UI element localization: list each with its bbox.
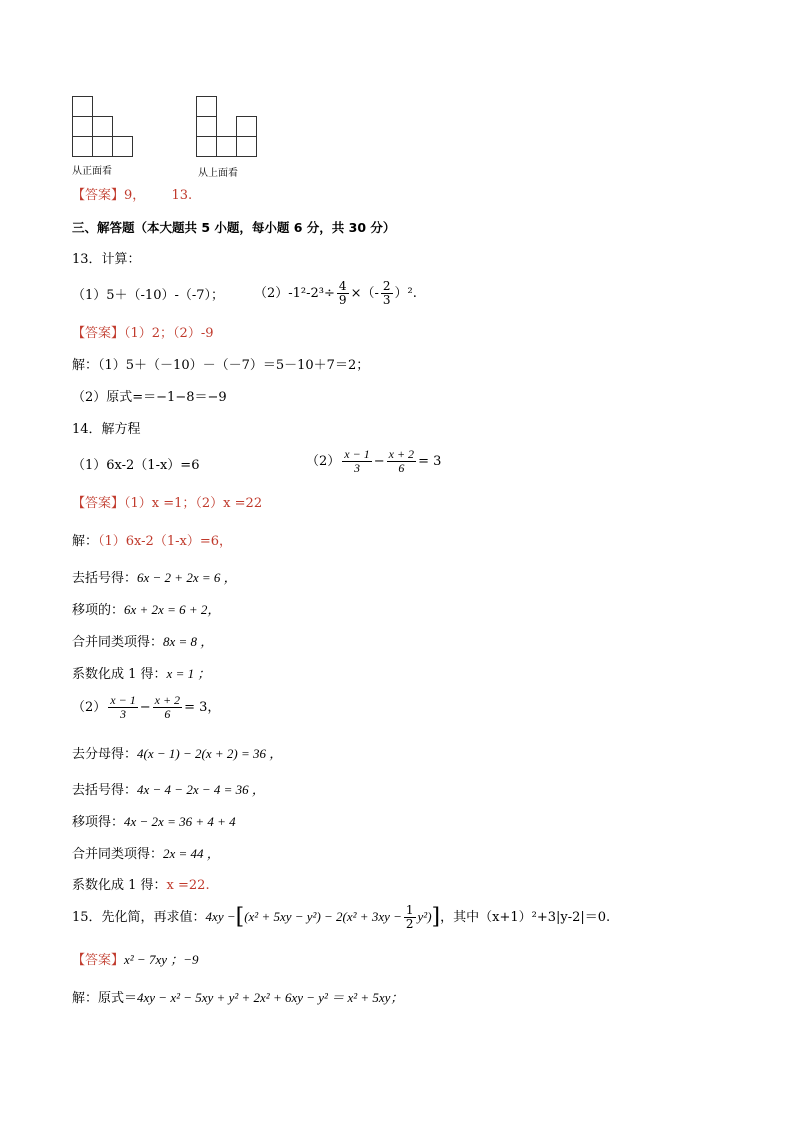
q13-solution-1	[72, 358, 369, 374]
q13-part1: （1）5＋（-10）-（-7）；	[72, 288, 225, 303]
q14-step: 去分母得：4(x − 1) − 2(x + 2) = 36 ，	[72, 746, 283, 762]
solution-label: 解：原式＝	[72, 991, 138, 1006]
q14-step: 系数化成 1 得：x =22.	[72, 878, 210, 893]
q15-expr-b: (x² + 5xy − y²) − 2(x² + 3xy −	[244, 909, 402, 924]
fraction-x-minus-1-over-3: $\frac{x - 1}{3}$	[344, 447, 370, 475]
solution-line: （1）5＋（－10）－（－7）＝5－10＋7＝2；	[98, 358, 370, 373]
q15-expr-a: 4xy −	[205, 909, 236, 924]
q14-sol2-prefix: （2）	[72, 700, 107, 715]
q14-step: 合并同类项得：2x = 44 ，	[72, 846, 220, 862]
left-bracket: [	[235, 904, 245, 930]
q14-title: 14．解方程	[72, 422, 141, 437]
q14-step: 去括号得：6x − 2 + 2x = 6 ，	[72, 570, 237, 586]
solution-label: 解：	[72, 358, 99, 373]
fraction-x-plus-2-over-6: $\frac{x + 2}{6}$	[388, 447, 415, 475]
minus-sign: −	[139, 700, 151, 715]
q14-answer	[72, 496, 262, 512]
answer-text: 9，	[124, 188, 146, 203]
fraction-1-2: $\frac{1}{2}$	[405, 903, 414, 931]
front-view-caption: 从正面看	[72, 166, 112, 177]
fraction-x-plus-2-over-6: $\frac{x + 2}{6}$	[154, 693, 181, 721]
right-bracket: ]	[431, 904, 441, 930]
q14-solution-2	[72, 694, 220, 721]
q14-sol2-suffix: = 3，	[184, 700, 221, 715]
q13-part2-prefix: （2）-1²-2³÷	[254, 286, 335, 301]
answer-12	[72, 188, 192, 204]
q14-step: 移项的：6x + 2x = 6 + 2，	[72, 602, 221, 618]
section-heading: 三、解答题（本大题共 5 小题，每小题 6 分，共 30 分）	[72, 220, 396, 235]
q14-step: 去括号得：4x − 4 − 2x − 4 = 36 ，	[72, 782, 265, 798]
q14-solution-1	[72, 534, 232, 550]
q15-expr-c: y²)	[417, 909, 432, 924]
answer-text: （1）x =1；（2）x =22	[124, 496, 263, 511]
answer-label: 【答案】	[72, 953, 125, 968]
q15-title: 15．先化简，再求值：	[72, 910, 206, 925]
solution-label: 解：	[72, 534, 99, 549]
q15-question	[72, 904, 610, 931]
q15-solution	[72, 990, 403, 1007]
top-view-caption: 从上面看	[198, 168, 238, 179]
q14-part2-prefix: （2）	[306, 454, 341, 469]
fraction-x-minus-1-over-3: $\frac{x - 1}{3}$	[110, 693, 136, 721]
answer-text: （1）2；（2）-9	[124, 326, 214, 341]
q15-answer	[72, 952, 199, 969]
answer-text: x² − 7xy ；−9	[124, 952, 199, 967]
answer-label: 【答案】	[72, 188, 125, 203]
q14-part2	[306, 448, 441, 475]
fraction-4-9: $\frac{4}{9}$	[338, 279, 347, 307]
q13-part2	[254, 280, 417, 307]
q13-title: 13．计算：	[72, 252, 141, 267]
q14-part2-suffix: = 3	[418, 454, 442, 469]
answer-label: 【答案】	[72, 326, 125, 341]
q14-step: 移项得：4x − 2x = 36 + 4 + 4	[72, 814, 236, 830]
q13-part2-mid: ×（-	[350, 286, 379, 301]
solution-line: （1）6x-2（1-x）=6，	[98, 534, 232, 549]
answer-text-2: 13.	[171, 188, 193, 203]
q14-step: 合并同类项得：8x = 8 ，	[72, 634, 214, 650]
q14-step: 系数化成 1 得：x = 1 ；	[72, 666, 211, 682]
fraction-2-3: $\frac{2}{3}$	[382, 279, 391, 307]
minus-sign: −	[373, 454, 385, 469]
q14-part1: （1）6x-2（1-x）=6	[72, 458, 200, 473]
q13-part2-suffix: ）².	[394, 286, 417, 301]
solution-line: 4xy − x² − 5xy + y² + 2x² + 6xy − y² ＝ x² + 5xy；	[137, 990, 404, 1005]
q15-condition: ，其中（x+1）²+3|y-2|＝0.	[440, 910, 611, 925]
q13-answer	[72, 326, 214, 342]
answer-label: 【答案】	[72, 496, 125, 511]
q13-solution-2: （2）原式=＝−1−8＝−9	[72, 390, 227, 405]
